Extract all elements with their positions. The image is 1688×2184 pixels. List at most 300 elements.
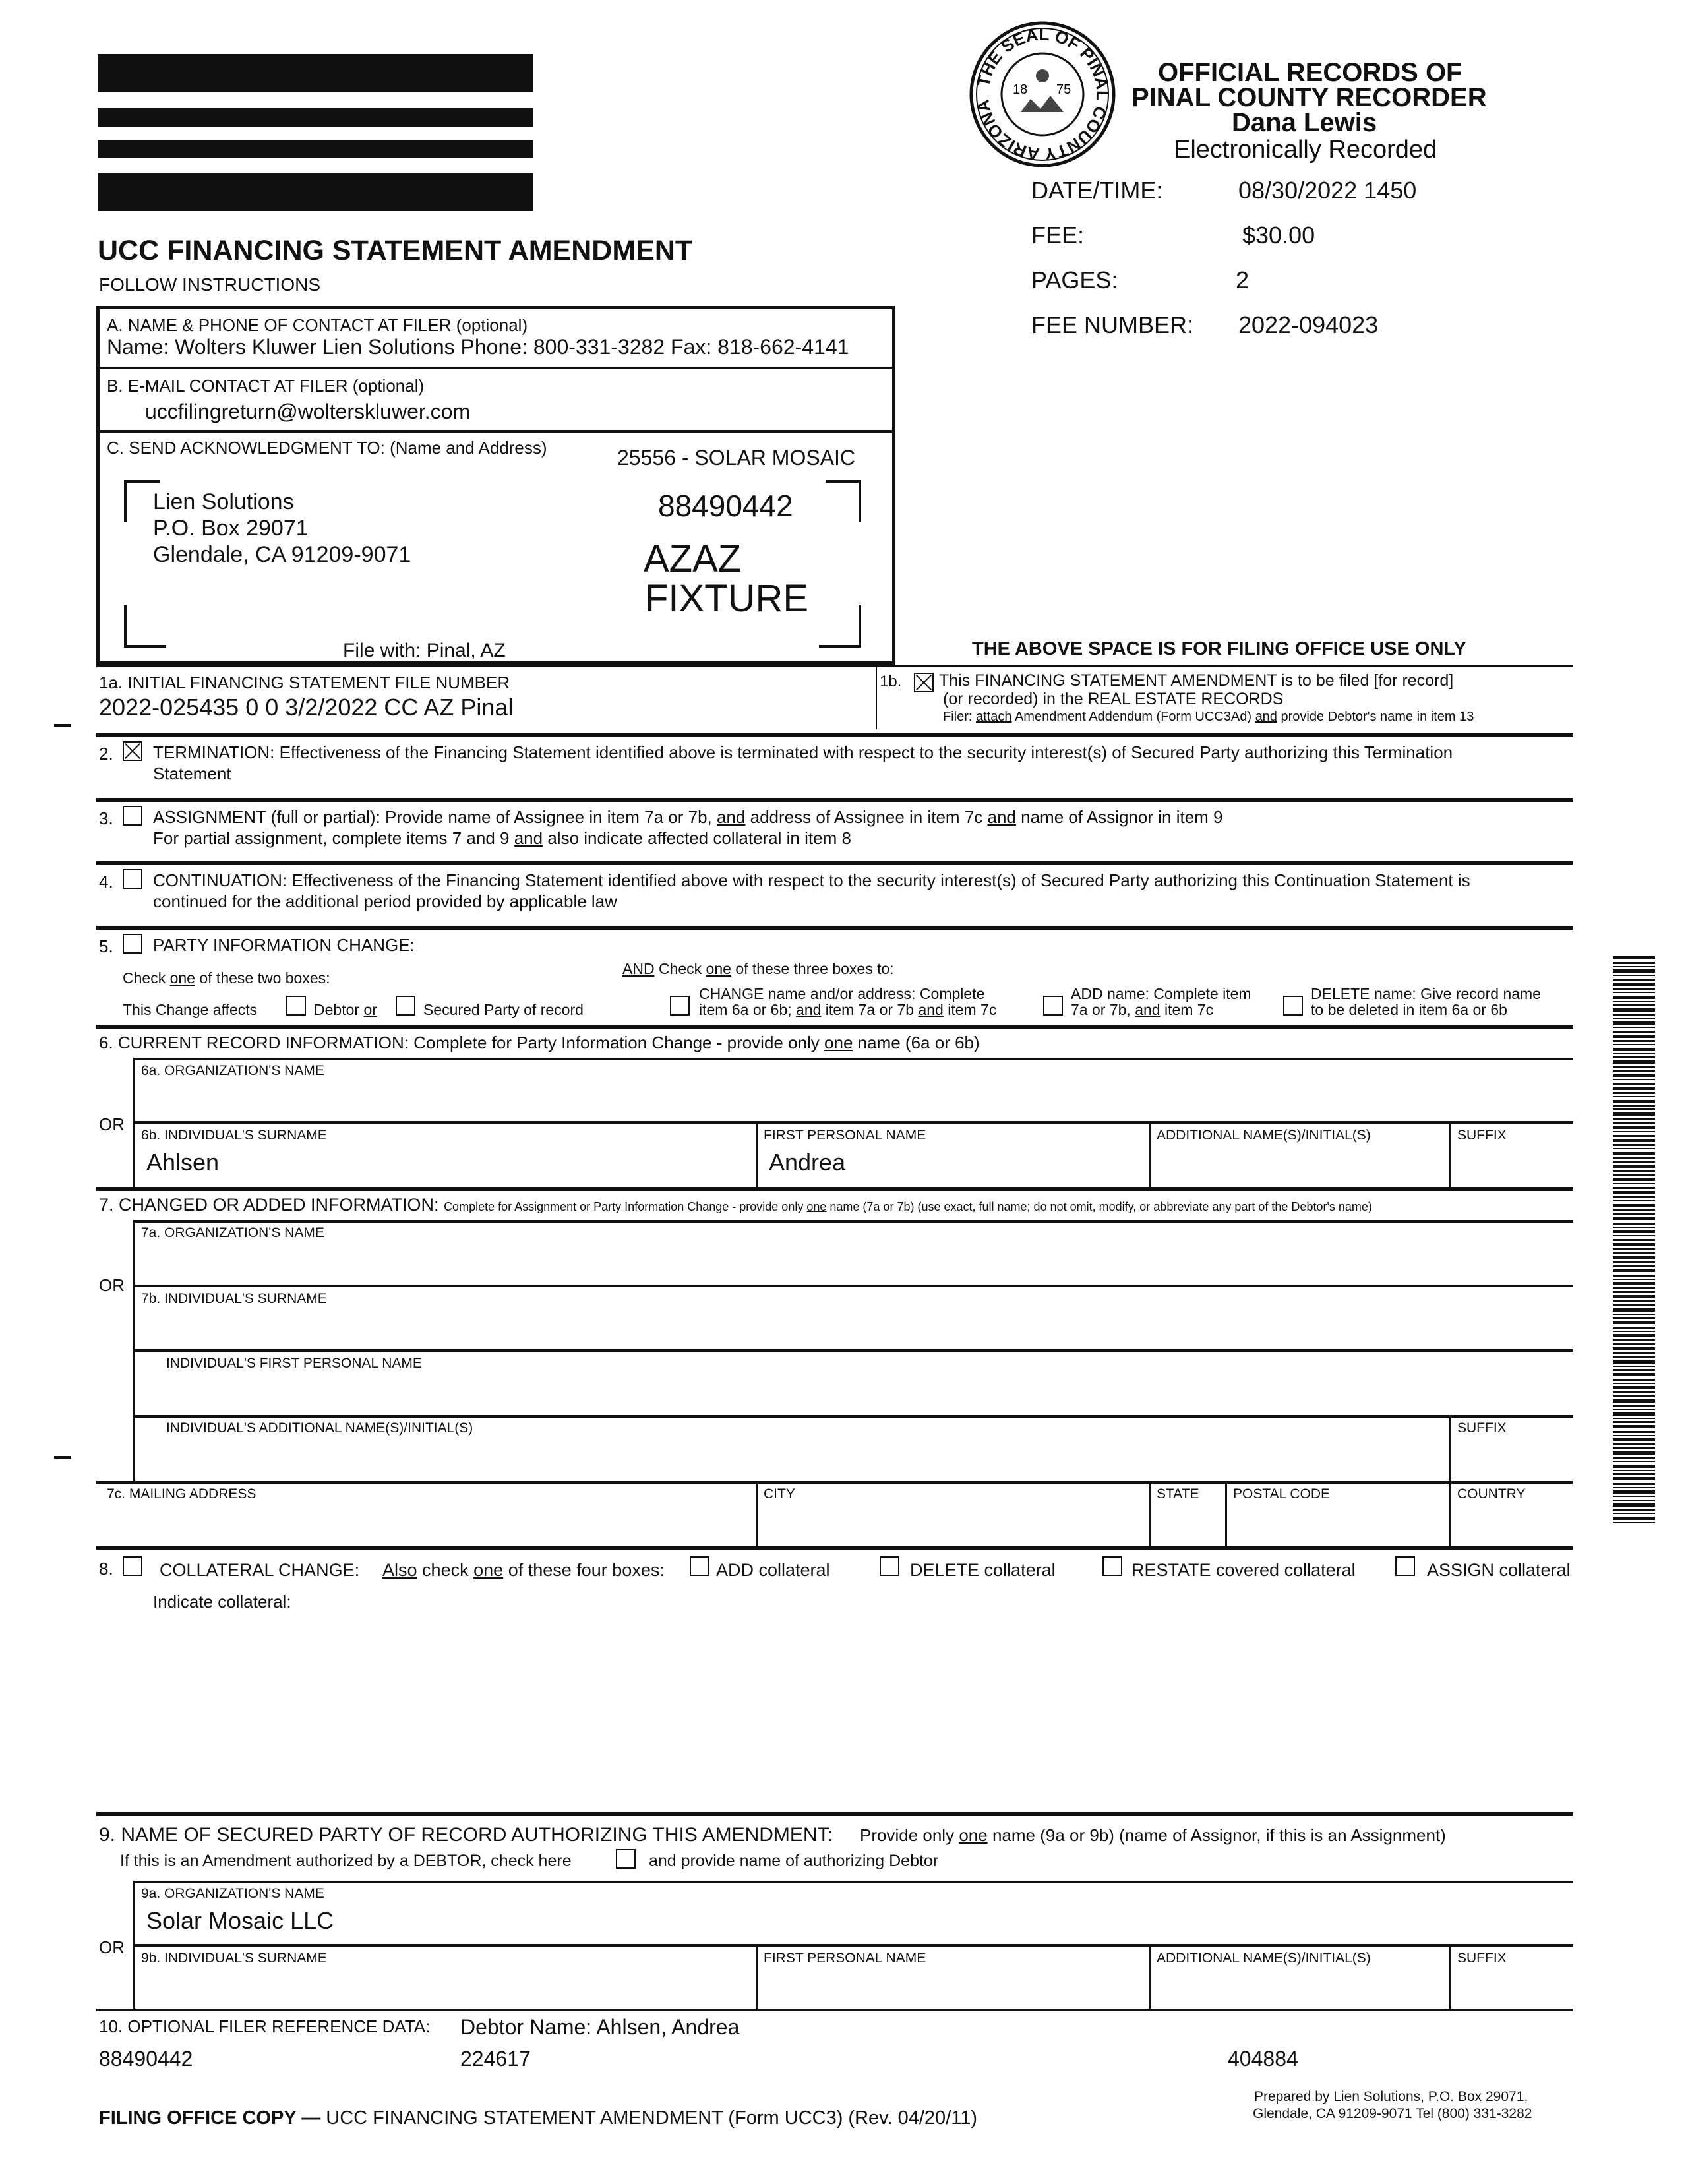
barcode-stripe xyxy=(1613,1100,1655,1103)
ack-address-line2: P.O. Box 29071 xyxy=(153,516,309,541)
fee-number-label: FEE NUMBER: xyxy=(1031,311,1194,338)
item-3-line1 xyxy=(153,807,1223,828)
item-4-num: 4. xyxy=(99,872,113,892)
fee-label: FEE: xyxy=(1031,222,1085,249)
restate-collateral-checkbox[interactable] xyxy=(1102,1556,1122,1576)
barcode-stripe xyxy=(1613,1056,1655,1058)
barcode-stripe xyxy=(1613,975,1655,976)
seal-year-right: 75 xyxy=(1056,82,1071,97)
barcode-stripe xyxy=(1613,1291,1655,1293)
barcode-stripe xyxy=(1613,1308,1655,1312)
7-state-label: STATE xyxy=(1157,1486,1199,1502)
barcode-stripe xyxy=(1613,1027,1655,1028)
barcode-stripe xyxy=(1613,1191,1655,1194)
add-collateral-checkbox[interactable] xyxy=(690,1556,709,1576)
barcode-stripe xyxy=(1613,1001,1655,1002)
barcode-stripe xyxy=(1613,1490,1655,1494)
datetime-label: DATE/TIME: xyxy=(1031,177,1163,204)
item-10-ref1: 88490442 xyxy=(99,2047,193,2071)
pages-value: 2 xyxy=(1236,266,1250,293)
barcode-stripe xyxy=(1613,1425,1655,1428)
item-5-text: Check xyxy=(123,969,166,986)
barcode-stripe xyxy=(1613,1044,1655,1045)
address-bracket xyxy=(124,605,166,648)
item-5-text: item 6a or 6b; xyxy=(699,1001,792,1018)
item-3-num: 3. xyxy=(99,808,113,828)
barcode-stripe xyxy=(1613,983,1655,986)
delete-collateral-label: DELETE collateral xyxy=(910,1560,1056,1580)
recorder-line2: PINAL COUNTY RECORDER xyxy=(1131,83,1487,112)
barcode-stripe xyxy=(1613,1352,1655,1354)
item-5-text: item 7a or 7b xyxy=(825,1001,915,1018)
barcode-stripe xyxy=(1613,1477,1655,1480)
item-5-text: one xyxy=(169,969,195,986)
barcode-stripe xyxy=(1613,1209,1655,1211)
barcode-stripe xyxy=(1613,966,1655,967)
filer-note-text: provide Debtor's name in item 13 xyxy=(1281,710,1474,724)
item-1b-checkbox[interactable] xyxy=(914,673,934,692)
barcode-stripe xyxy=(1613,1356,1655,1358)
item-3-text: ASSIGNMENT (full or partial): Provide name of Assignee in item 7a or 7b, xyxy=(153,807,712,827)
svg-text:THE SEAL OF PINAL COUNTY ARIZO xyxy=(973,24,1112,164)
barcode-stripe xyxy=(1613,1509,1655,1511)
ack-address-line1: Lien Solutions xyxy=(153,489,294,514)
item-2-line1: TERMINATION: Effectiveness of the Financing Statement identified above is terminated with respect to the security interest(s) of Secured Party authorizing this Termination xyxy=(153,743,1453,762)
redaction-bar xyxy=(98,173,533,211)
barcode-stripe xyxy=(1613,1321,1655,1324)
fee-number-value: 2022-094023 xyxy=(1238,311,1379,338)
barcode-stripe xyxy=(1613,1405,1655,1407)
barcode-stripe xyxy=(1613,1152,1655,1155)
section-c-label: C. SEND ACKNOWLEDGMENT TO: (Name and Address) xyxy=(107,438,547,458)
item-2-line2: Statement xyxy=(153,764,231,783)
barcode-stripe xyxy=(1613,1470,1655,1471)
item-2-num: 2. xyxy=(99,744,113,764)
barcode-stripe xyxy=(1613,1105,1655,1107)
item-5-num: 5. xyxy=(99,936,113,956)
barcode-stripe xyxy=(1613,1360,1655,1364)
item-3-text: also indicate affected collateral in item 8 xyxy=(547,828,851,848)
barcode-stripe xyxy=(1613,1148,1655,1149)
barcode-stripe xyxy=(1613,956,1655,959)
barcode xyxy=(1613,956,1655,1523)
item-5-text: and xyxy=(796,1001,822,1018)
7c-label: 7c. MAILING ADDRESS xyxy=(107,1486,256,1502)
item-9-debtor-post: and provide name of authorizing Debtor xyxy=(649,1852,939,1870)
item-9-provide xyxy=(860,1825,1446,1846)
barcode-stripe xyxy=(1613,1018,1655,1019)
recorder-electronic: Electronically Recorded xyxy=(1174,136,1437,164)
barcode-stripe xyxy=(1613,1334,1655,1337)
barcode-stripe xyxy=(1613,1122,1655,1124)
barcode-stripe xyxy=(1613,1373,1655,1376)
barcode-stripe xyxy=(1613,1031,1655,1033)
barcode-stripe xyxy=(1613,979,1655,981)
barcode-stripe xyxy=(1613,1217,1655,1220)
ack-address-line3: Glendale, CA 91209-9071 xyxy=(153,542,411,567)
7-addl-label: INDIVIDUAL'S ADDITIONAL NAME(S)/INITIAL(S) xyxy=(166,1420,473,1436)
6a-label: 6a. ORGANIZATION'S NAME xyxy=(141,1063,324,1078)
barcode-stripe xyxy=(1613,1487,1655,1488)
9b-label: 9b. INDIVIDUAL'S SURNAME xyxy=(141,1951,327,1966)
barcode-stripe xyxy=(1613,1144,1655,1146)
form-title: UCC FINANCING STATEMENT AMENDMENT xyxy=(98,235,693,266)
margin-mark xyxy=(54,724,71,727)
footer-form-name: UCC FINANCING STATEMENT AMENDMENT (Form UCC3) (Rev. 04/20/11) xyxy=(326,2108,978,2129)
6-or: OR xyxy=(99,1114,125,1134)
barcode-stripe xyxy=(1613,1170,1655,1172)
barcode-stripe xyxy=(1613,1386,1655,1389)
prepared-by-line2: Glendale, CA 91209-9071 Tel (800) 331-3282 xyxy=(1253,2106,1532,2121)
barcode-stripe xyxy=(1613,1213,1655,1215)
barcode-stripe xyxy=(1613,1431,1655,1433)
barcode-stripe xyxy=(1613,1187,1655,1189)
item-9-text: one xyxy=(959,1825,988,1845)
barcode-stripe xyxy=(1613,1096,1655,1097)
barcode-stripe xyxy=(1613,1343,1655,1345)
9-or: OR xyxy=(99,1937,125,1957)
barcode-stripe xyxy=(1613,1517,1655,1520)
item-8-title: COLLATERAL CHANGE: xyxy=(160,1560,360,1580)
item-1b-text2: (or recorded) in the REAL ESTATE RECORDS xyxy=(943,690,1284,708)
barcode-stripe xyxy=(1613,1457,1655,1459)
barcode-stripe xyxy=(1613,1409,1655,1410)
barcode-stripe xyxy=(1613,1317,1655,1319)
7b-label: 7b. INDIVIDUAL'S SURNAME xyxy=(141,1291,327,1306)
barcode-stripe xyxy=(1613,1279,1655,1280)
change-affects-label: This Change affects xyxy=(123,1001,258,1018)
item-10-debtor-name: Debtor Name: Ahlsen, Andrea xyxy=(460,2015,740,2039)
barcode-stripe xyxy=(1613,1004,1655,1006)
barcode-stripe xyxy=(1613,1461,1655,1462)
item-8-num: 8. xyxy=(99,1559,113,1579)
item-1b-filer-note xyxy=(943,710,1474,725)
seal-text: THE SEAL OF PINAL COUNTY ARIZONA xyxy=(973,24,1113,165)
barcode-stripe xyxy=(1613,1399,1655,1403)
barcode-stripe xyxy=(1613,1183,1655,1184)
barcode-stripe xyxy=(1613,1008,1655,1012)
item-7-text: 7. CHANGED OR ADDED INFORMATION: xyxy=(99,1195,439,1215)
barcode-stripe xyxy=(1613,1496,1655,1497)
barcode-stripe xyxy=(1613,1235,1655,1236)
item-3-text: name of Assignor in item 9 xyxy=(1021,807,1223,827)
prepared-by-line1: Prepared by Lien Solutions, P.O. Box 29071, xyxy=(1254,2089,1528,2104)
barcode-stripe xyxy=(1613,1503,1655,1507)
barcode-stripe xyxy=(1613,1366,1655,1367)
item-4-line1: CONTINUATION: Effectiveness of the Financing Statement identified above with respect to the security interest(s) of Secured Party authorizing this Continuation Statement is xyxy=(153,870,1470,890)
item-3-line2 xyxy=(153,828,851,849)
item-5-text: Check xyxy=(658,960,702,977)
barcode-stripe xyxy=(1613,1131,1655,1132)
item-5-text: AND xyxy=(622,960,655,977)
item-8-instruction xyxy=(382,1560,665,1581)
termination-checkbox[interactable] xyxy=(123,741,142,761)
debtor-checkbox[interactable] xyxy=(286,996,306,1016)
item-1b-num: 1b. xyxy=(880,673,902,690)
6-first-label: FIRST PERSONAL NAME xyxy=(764,1128,926,1143)
item-9-text: Provide only xyxy=(860,1825,955,1845)
barcode-stripe xyxy=(1613,1261,1655,1263)
assign-collateral-label: ASSIGN collateral xyxy=(1427,1560,1571,1580)
barcode-stripe xyxy=(1613,1178,1655,1181)
9-suffix-label: SUFFIX xyxy=(1457,1951,1507,1966)
change-name-line1: CHANGE name and/or address: Complete xyxy=(699,985,985,1002)
barcode-stripe xyxy=(1613,1282,1655,1285)
barcode-stripe xyxy=(1613,1223,1655,1225)
delete-collateral-checkbox[interactable] xyxy=(880,1556,899,1576)
item-5-text: 7a or 7b, xyxy=(1071,1001,1131,1018)
barcode-stripe xyxy=(1613,969,1655,973)
barcode-stripe xyxy=(1613,1161,1655,1163)
item-9-text: name (9a or 9b) (name of Assignor, if this is an Assignment) xyxy=(992,1825,1446,1845)
6-addl-label: ADDITIONAL NAME(S)/INITIAL(S) xyxy=(1157,1128,1371,1143)
barcode-stripe xyxy=(1613,1092,1655,1094)
6b-label: 6b. INDIVIDUAL'S SURNAME xyxy=(141,1128,327,1143)
barcode-stripe xyxy=(1613,1196,1655,1198)
section-a-value: Name: Wolters Kluwer Lien Solutions Phone: 800-331-3282 Fax: 818-662-4141 xyxy=(107,335,849,359)
filing-office-note: THE ABOVE SPACE IS FOR FILING OFFICE USE ONLY xyxy=(972,638,1466,659)
barcode-stripe xyxy=(1613,1239,1655,1241)
barcode-stripe xyxy=(1613,1112,1655,1116)
add-name-line1: ADD name: Complete item xyxy=(1071,985,1251,1002)
barcode-stripe xyxy=(1613,1395,1655,1397)
7-country-label: COUNTRY xyxy=(1457,1486,1526,1502)
datetime-value: 08/30/2022 1450 xyxy=(1238,177,1417,204)
debtor-authorized-checkbox[interactable] xyxy=(616,1849,636,1869)
barcode-stripe xyxy=(1613,1066,1655,1068)
redaction-bar xyxy=(98,54,533,92)
barcode-stripe xyxy=(1613,1139,1655,1142)
pages-label: PAGES: xyxy=(1031,266,1118,293)
barcode-stripe xyxy=(1613,996,1655,999)
barcode-stripe xyxy=(1613,1443,1655,1445)
barcode-stripe xyxy=(1613,1248,1655,1250)
barcode-stripe xyxy=(1613,1418,1655,1419)
item-3-text: and xyxy=(987,807,1016,827)
change-name-line2 xyxy=(699,1001,996,1019)
item-1b-text1: This FINANCING STATEMENT AMENDMENT is to be filed [for record] xyxy=(939,671,1454,690)
item-7-text: name (7a or 7b) (use exact, full name; do not omit, modify, or abbreviate any part of the Debtor's name) xyxy=(829,1200,1372,1213)
barcode-stripe xyxy=(1613,1447,1655,1449)
barcode-stripe xyxy=(1613,1275,1655,1277)
barcode-stripe xyxy=(1613,1060,1655,1064)
barcode-stripe xyxy=(1613,1265,1655,1267)
item-3-text: address of Assignee in item 7c xyxy=(750,807,983,827)
item-5-text: of these two boxes: xyxy=(199,969,330,986)
barcode-stripe xyxy=(1613,1118,1655,1120)
secured-party-checkbox[interactable] xyxy=(396,996,415,1016)
ack-code2: FIXTURE xyxy=(645,577,809,620)
barcode-stripe xyxy=(1613,1126,1655,1129)
barcode-stripe xyxy=(1613,1157,1655,1159)
section-b-label: B. E-MAIL CONTACT AT FILER (optional) xyxy=(107,376,425,396)
item-10-label: 10. OPTIONAL FILER REFERENCE DATA: xyxy=(99,2017,431,2036)
filer-note-text: and xyxy=(1255,710,1277,724)
filer-note-text: Filer: xyxy=(943,710,973,724)
item-8-text: of these four boxes: xyxy=(508,1560,665,1580)
recorder-line1: OFFICIAL RECORDS OF xyxy=(1158,58,1462,87)
restate-collateral-label: RESTATE covered collateral xyxy=(1131,1560,1356,1580)
barcode-stripe xyxy=(1613,1304,1655,1306)
barcode-stripe xyxy=(1613,1391,1655,1393)
filer-note-text: attach xyxy=(976,710,1012,724)
footer-copy-label: FILING OFFICE COPY — xyxy=(99,2108,321,2129)
barcode-stripe xyxy=(1613,1438,1655,1441)
item-8-text: check xyxy=(422,1560,469,1580)
margin-mark xyxy=(54,1456,71,1459)
barcode-stripe xyxy=(1613,1287,1655,1289)
item-6-text: one xyxy=(824,1033,853,1052)
ack-number: 88490442 xyxy=(658,489,793,523)
barcode-stripe xyxy=(1613,988,1655,990)
6b-surname: Ahlsen xyxy=(146,1149,220,1176)
7a-label: 7a. ORGANIZATION'S NAME xyxy=(141,1225,324,1240)
barcode-stripe xyxy=(1613,1087,1655,1090)
change-name-checkbox[interactable] xyxy=(670,996,690,1016)
barcode-stripe xyxy=(1613,1053,1655,1054)
indicate-collateral: Indicate collateral: xyxy=(153,1592,291,1612)
party-change-checkbox[interactable] xyxy=(123,934,142,954)
filer-note-text: Amendment Addendum (Form UCC3Ad) xyxy=(1014,710,1251,724)
barcode-stripe xyxy=(1613,1048,1655,1051)
item-5-text: item 7c xyxy=(948,1001,997,1018)
item-5-text: of these three boxes to: xyxy=(735,960,894,977)
barcode-stripe xyxy=(1613,1227,1655,1228)
item-1a-label: 1a. INITIAL FINANCING STATEMENT FILE NUMBER xyxy=(99,673,510,692)
barcode-stripe xyxy=(1613,1421,1655,1423)
barcode-stripe xyxy=(1613,1383,1655,1384)
9-first-label: FIRST PERSONAL NAME xyxy=(764,1951,926,1966)
add-name-checkbox[interactable] xyxy=(1043,996,1063,1016)
barcode-stripe xyxy=(1613,1379,1655,1381)
item-5-title: PARTY INFORMATION CHANGE: xyxy=(153,935,415,955)
fee-value: $30.00 xyxy=(1242,222,1315,249)
item-9-debtor-note: If this is an Amendment authorized by a DEBTOR, check here xyxy=(120,1852,572,1870)
recorder-name: Dana Lewis xyxy=(1232,108,1377,137)
barcode-stripe xyxy=(1613,1473,1655,1475)
section-c-ref: 25556 - SOLAR MOSAIC xyxy=(617,446,856,470)
address-bracket xyxy=(826,480,861,522)
barcode-stripe xyxy=(1613,1295,1655,1298)
barcode-stripe xyxy=(1613,992,1655,993)
barcode-stripe xyxy=(1613,1347,1655,1350)
barcode-stripe xyxy=(1613,1074,1655,1077)
secured-party-option: Secured Party of record xyxy=(423,1001,584,1018)
ack-code1: AZAZ xyxy=(644,537,742,580)
item-7-text: Complete for Assignment or Party Information Change - provide only xyxy=(444,1200,804,1213)
section-a-label: A. NAME & PHONE OF CONTACT AT FILER (optional) xyxy=(107,315,528,335)
item-6-text: name (6a or 6b) xyxy=(857,1033,980,1052)
barcode-stripe xyxy=(1613,1243,1655,1246)
seal-year-left: 18 xyxy=(1013,82,1028,97)
barcode-stripe xyxy=(1613,1135,1655,1137)
collateral-change-checkbox[interactable] xyxy=(123,1556,142,1576)
item-5-and-three xyxy=(622,960,894,978)
item-7-text: one xyxy=(806,1200,827,1213)
item-5-text: and xyxy=(918,1001,944,1018)
7-or: OR xyxy=(99,1275,125,1295)
7-suffix-label: SUFFIX xyxy=(1457,1420,1507,1436)
add-name-line2 xyxy=(1071,1001,1213,1019)
item-10-ref2: 224617 xyxy=(460,2047,531,2071)
barcode-stripe xyxy=(1613,1079,1655,1080)
address-bracket xyxy=(819,605,861,648)
barcode-stripe xyxy=(1613,1200,1655,1201)
barcode-stripe xyxy=(1613,1339,1655,1341)
add-collateral-label: ADD collateral xyxy=(716,1560,830,1580)
delete-name-line1: DELETE name: Give record name xyxy=(1311,985,1541,1002)
6-first-name: Andrea xyxy=(769,1149,846,1176)
9a-label: 9a. ORGANIZATION'S NAME xyxy=(141,1886,324,1901)
barcode-stripe xyxy=(1613,1204,1655,1207)
barcode-stripe xyxy=(1613,1314,1655,1315)
barcode-stripe xyxy=(1613,1256,1655,1259)
barcode-stripe xyxy=(1613,1165,1655,1168)
barcode-stripe xyxy=(1613,1269,1655,1272)
barcode-stripe xyxy=(1613,1327,1655,1329)
barcode-stripe xyxy=(1613,1252,1655,1254)
barcode-stripe xyxy=(1613,1465,1655,1468)
item-3-text: and xyxy=(717,807,746,827)
barcode-stripe xyxy=(1613,1369,1655,1371)
barcode-stripe xyxy=(1613,1331,1655,1332)
barcode-stripe xyxy=(1613,1035,1655,1038)
delete-name-checkbox[interactable] xyxy=(1283,996,1303,1016)
footer-copy xyxy=(99,2108,977,2129)
barcode-stripe xyxy=(1613,1083,1655,1085)
barcode-stripe xyxy=(1613,1513,1655,1514)
item-6-text: 6. CURRENT RECORD INFORMATION: Complete for Party Information Change - provide only xyxy=(99,1033,820,1052)
barcode-stripe xyxy=(1613,1108,1655,1110)
item-5-text: and xyxy=(1135,1001,1160,1018)
county-seal xyxy=(968,20,1117,169)
barcode-stripe xyxy=(1613,1483,1655,1485)
assign-collateral-checkbox[interactable] xyxy=(1395,1556,1415,1576)
barcode-stripe xyxy=(1613,1070,1655,1072)
9a-org-name: Solar Mosaic LLC xyxy=(146,1907,334,1934)
item-1a-value: 2022-025435 0 0 3/2/2022 CC AZ Pinal xyxy=(99,694,514,721)
delete-name-line2: to be deleted in item 6a or 6b xyxy=(1311,1001,1507,1018)
continuation-checkbox[interactable] xyxy=(123,869,142,889)
barcode-stripe xyxy=(1613,1300,1655,1302)
barcode-stripe xyxy=(1613,962,1655,964)
file-with: File with: Pinal, AZ xyxy=(343,640,506,661)
6-suffix-label: SUFFIX xyxy=(1457,1128,1507,1143)
barcode-stripe xyxy=(1613,1412,1655,1416)
9-addl-label: ADDITIONAL NAME(S)/INITIAL(S) xyxy=(1157,1951,1371,1966)
follow-instructions: FOLLOW INSTRUCTIONS xyxy=(99,274,321,295)
item-5-text: item 7c xyxy=(1164,1001,1214,1018)
barcode-stripe xyxy=(1613,1522,1655,1523)
item-10-ref3: 404884 xyxy=(1228,2047,1298,2071)
item-7-header xyxy=(99,1195,1372,1215)
barcode-stripe xyxy=(1613,1021,1655,1025)
barcode-stripe xyxy=(1613,1014,1655,1016)
section-b-value: uccfilingreturn@wolterskluwer.com xyxy=(145,400,471,423)
barcode-stripe xyxy=(1613,1451,1655,1455)
barcode-stripe xyxy=(1613,1230,1655,1233)
7-city-label: CITY xyxy=(764,1486,795,1502)
item-8-text: one xyxy=(473,1560,504,1580)
assignment-checkbox[interactable] xyxy=(123,806,142,826)
barcode-stripe xyxy=(1613,1500,1655,1502)
item-8-text: Also xyxy=(382,1560,417,1580)
barcode-stripe xyxy=(1613,1040,1655,1042)
item-5-text: one xyxy=(706,960,731,977)
7-first-label: INDIVIDUAL'S FIRST PERSONAL NAME xyxy=(166,1356,422,1371)
debtor-option xyxy=(314,1001,377,1019)
item-4-line2: continued for the additional period provided by applicable law xyxy=(153,892,617,911)
